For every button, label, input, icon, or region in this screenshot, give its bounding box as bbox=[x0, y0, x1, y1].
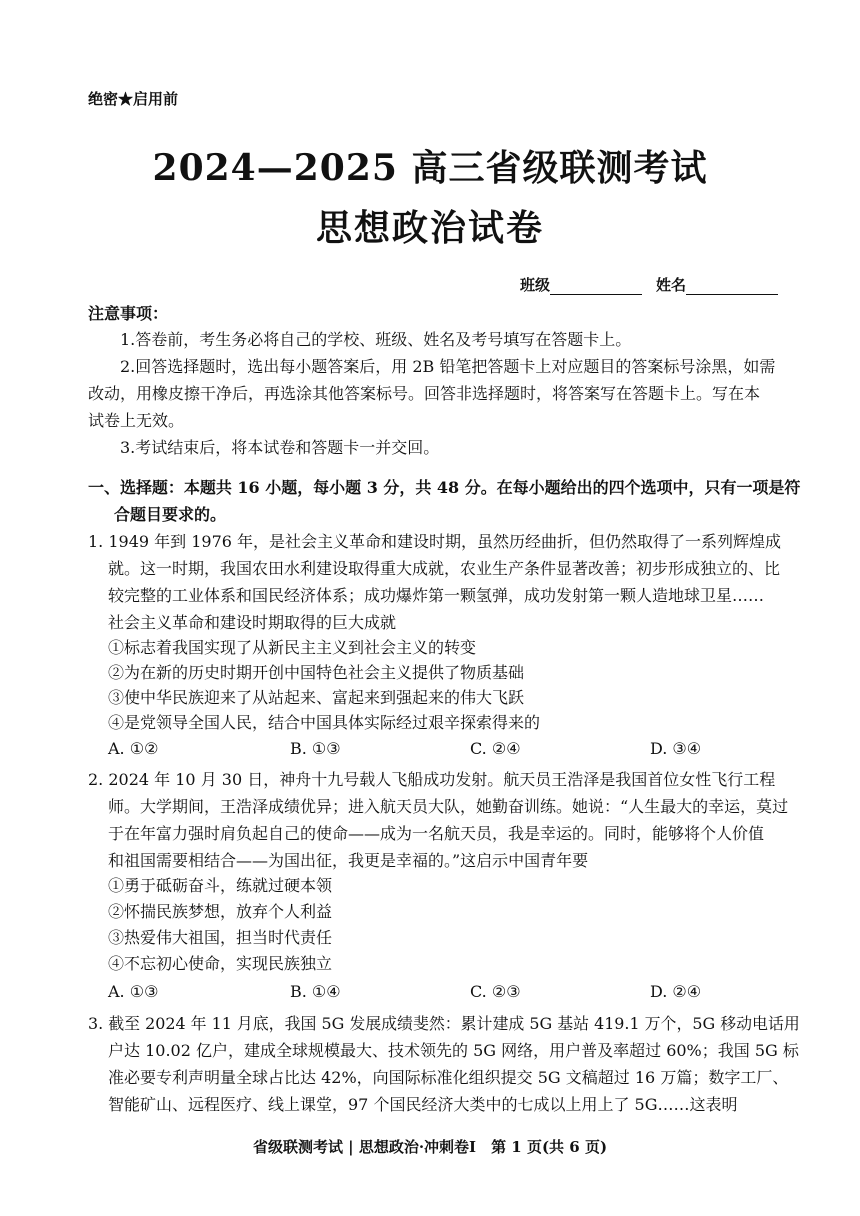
q1-statement-4: ④是党领导全国人民，结合中国具体实际经过艰辛探索得来的 bbox=[108, 713, 541, 732]
q2-statement-1: ①勇于砥砺奋斗，练就过硬本领 bbox=[108, 876, 333, 895]
q2-option-d: D. ②④ bbox=[650, 982, 702, 1001]
notice-item-1: 1.答卷前，考生务必将自己的学校、班级、姓名及考号填写在答题卡上。 bbox=[120, 330, 632, 349]
q2-statement-3: ③热爱伟大祖国，担当时代责任 bbox=[108, 928, 333, 947]
q1-option-b: B. ①③ bbox=[290, 739, 341, 758]
q3-stem-line-4: 智能矿山、远程医疗、线上课堂，97 个国民经济大类中的七成以上用上了 5G……这表明 bbox=[108, 1095, 738, 1114]
q1-option-c: C. ②④ bbox=[470, 739, 521, 758]
q1-stem-line-2: 就。这一时期，我国农田水利建设取得重大成就，农业生产条件显著改善；初步形成独立的、比 bbox=[108, 559, 781, 578]
q1-statement-3: ③使中华民族迎来了从站起来、富起来到强起来的伟大飞跃 bbox=[108, 688, 525, 707]
confidential-label: 绝密★启用前 bbox=[88, 90, 179, 108]
q1-stem-line-1: 1. 1949 年到 1976 年，是社会主义革命和建设时期，虽然历经曲折，但仍然取得了一系列辉煌成 bbox=[88, 532, 782, 551]
q3-stem-line-3: 准必要专利声明量全球占比达 42%，向国际标准化组织提交 5G 文稿超过 16 万篇；数字工厂、 bbox=[108, 1068, 789, 1087]
notice-item-2-line-1: 2.回答选择题时，选出每小题答案后，用 2B 铅笔把答题卡上对应题目的答案标号涂黑，如需 bbox=[120, 357, 776, 376]
name-label: 姓名 bbox=[656, 276, 687, 294]
q1-statement-1: ①标志着我国实现了从新民主主义到社会主义的转变 bbox=[108, 638, 477, 657]
name-blank[interactable] bbox=[686, 278, 778, 295]
q2-option-b: B. ①④ bbox=[290, 982, 341, 1001]
q2-stem-line-4: 和祖国需要相结合——为国出征，我更是幸福的。”这启示中国青年要 bbox=[108, 851, 589, 870]
q1-option-a: A. ①② bbox=[108, 739, 159, 758]
q3-stem-line-2: 户达 10.02 亿户，建成全球规模最大、技术领先的 5G 网络，用户普及率超过 60%；我国 5G 标 bbox=[108, 1041, 799, 1060]
section-heading-line-1: 一、选择题：本题共 16 小题，每小题 3 分，共 48 分。在每小题给出的四个选项中，只有一项是符 bbox=[88, 478, 801, 497]
q2-option-c: C. ②③ bbox=[470, 982, 521, 1001]
q1-stem-line-4: 社会主义革命和建设时期取得的巨大成就 bbox=[108, 613, 397, 632]
q2-option-a: A. ①③ bbox=[108, 982, 159, 1001]
exam-title: 2024—2025 高三省级联测考试 bbox=[152, 147, 708, 189]
q3-stem-line-1: 3. 截至 2024 年 11 月底，我国 5G 发展成绩斐然：累计建成 5G 基站 419.1 万个，5G 移动电话用 bbox=[88, 1014, 800, 1033]
page-footer: 省级联测考试 | 思想政治·冲刺卷Ⅰ 第 1 页(共 6 页) bbox=[252, 1138, 608, 1156]
class-label: 班级 bbox=[520, 276, 551, 294]
q2-statement-2: ②怀揣民族梦想，放弃个人利益 bbox=[108, 902, 333, 921]
notice-item-2-line-2: 改动，用橡皮擦干净后，再选涂其他答案标号。回答非选择题时，将答案写在答题卡上。写在本 bbox=[88, 384, 761, 403]
q1-stem-line-3: 较完整的工业体系和国民经济体系；成功爆炸第一颗氢弹，成功发射第一颗人造地球卫星…… bbox=[108, 586, 765, 605]
q2-stem-line-2: 师。大学期间，王浩泽成绩优异；进入航天员大队，她勤奋训练。她说：“人生最大的幸运，莫过 bbox=[108, 797, 789, 816]
section-heading-line-2: 合题目要求的。 bbox=[114, 505, 227, 524]
student-info-fields bbox=[520, 274, 778, 295]
class-blank[interactable] bbox=[550, 278, 642, 295]
q1-statement-2: ②为在新的历史时期开创中国特色社会主义提供了物质基础 bbox=[108, 663, 525, 682]
q1-option-d: D. ③④ bbox=[650, 739, 702, 758]
subject-title: 思想政治试卷 bbox=[315, 207, 544, 249]
q2-stem-line-1: 2. 2024 年 10 月 30 日，神舟十九号载人飞船成功发射。航天员王浩泽是我国首位女性飞行工程 bbox=[88, 770, 776, 789]
q2-statement-4: ④不忘初心使命，实现民族独立 bbox=[108, 954, 333, 973]
notice-heading: 注意事项： bbox=[88, 304, 169, 323]
q2-stem-line-3: 于在年富力强时肩负起自己的使命——成为一名航天员，我是幸运的。同时，能够将个人价值 bbox=[108, 824, 765, 843]
notice-item-3: 3.考试结束后，将本试卷和答题卡一并交回。 bbox=[120, 438, 440, 457]
notice-item-2-line-3: 试卷上无效。 bbox=[88, 411, 185, 430]
